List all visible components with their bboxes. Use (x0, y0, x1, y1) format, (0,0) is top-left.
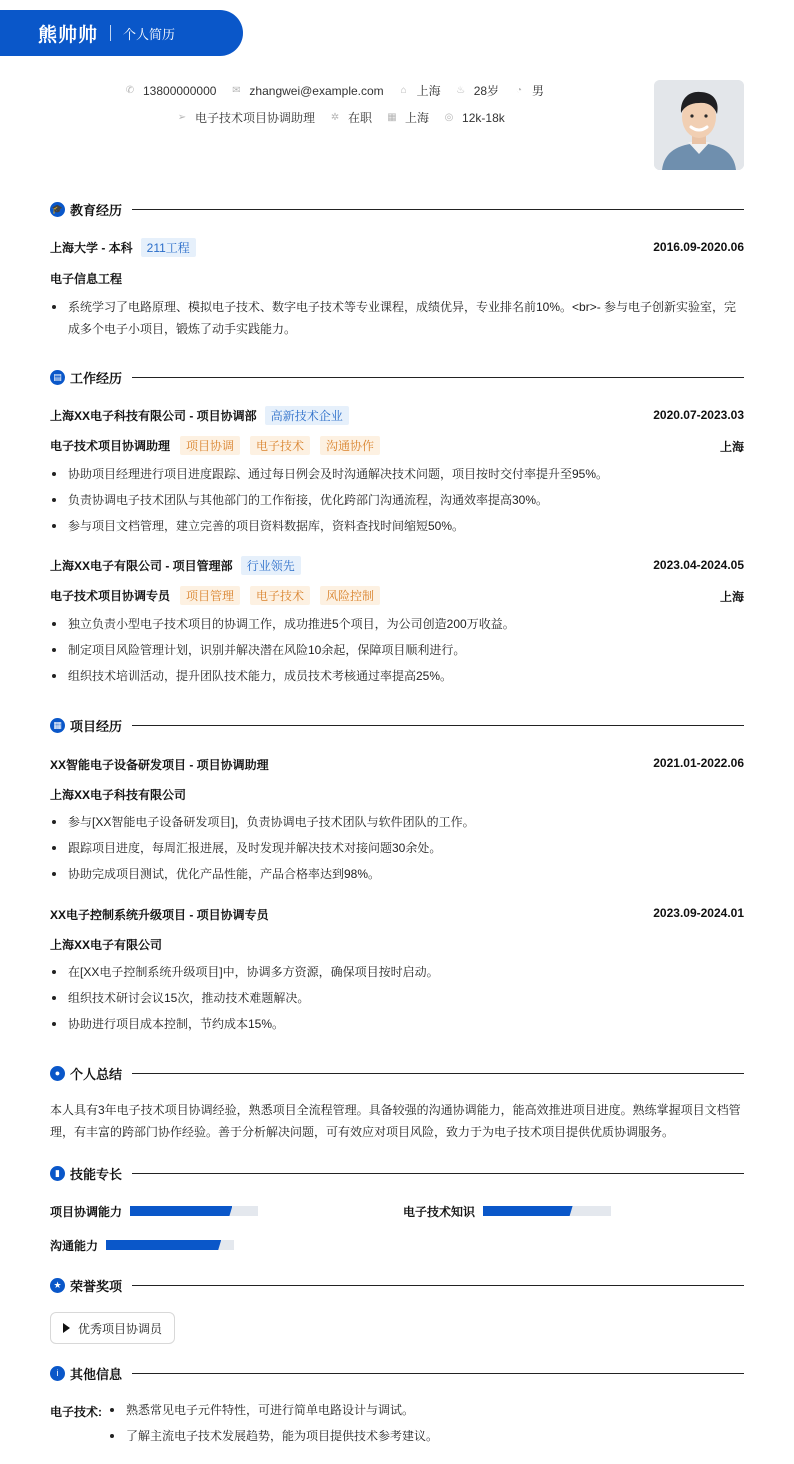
graduation-cap-icon: 🎓 (50, 202, 65, 217)
contact-email (230, 84, 383, 98)
work-role (50, 586, 380, 605)
section-title: 荣誉奖项 (70, 1278, 123, 1294)
work-date: 2023.04-2024.05 (653, 558, 744, 572)
section-divider (132, 209, 744, 210)
section-skills-header (50, 1163, 744, 1183)
avatar (654, 80, 744, 170)
work-city-text: 上海 (405, 111, 430, 125)
section-title: 教育经历 (70, 202, 123, 218)
work-city: 上海 (719, 440, 744, 454)
section-title: 其他信息 (70, 1366, 123, 1382)
skill-bar-track (483, 1206, 611, 1216)
skill-tag: 风险控制 (320, 586, 380, 605)
company-tag: 高新技术企业 (265, 406, 349, 425)
contact-gender (513, 82, 544, 99)
phone-icon: ✆ (125, 85, 135, 96)
skill-bar-fill (130, 1206, 232, 1216)
project-company: 上海XX电子有限公司 (50, 938, 163, 952)
education-school (50, 238, 196, 257)
role-name: 电子技术项目协调助理 (50, 439, 171, 453)
job-text: 电子技术项目协调助理 (195, 111, 316, 125)
gender-text: 男 (532, 84, 545, 98)
project-bullet: 在[XX电子控制系统升级项目]中，协调多方资源，确保项目按时启动。 (50, 961, 744, 983)
play-triangle-icon (63, 1323, 70, 1333)
project-date: 2023.09-2024.01 (653, 906, 744, 920)
contact-age (455, 82, 499, 99)
school-tag: 211工程 (141, 238, 196, 257)
role-name: 电子技术项目协调专员 (50, 589, 171, 603)
project-name: XX智能电子设备研发项目 - 项目协调助理 (50, 758, 269, 772)
section-title: 个人总结 (70, 1066, 123, 1082)
work-bullet: 制定项目风险管理计划，识别并解决潜在风险10余起，保障项目顺利进行。 (50, 639, 744, 661)
skill-bar-track (106, 1240, 234, 1250)
document-title: 个人简历 (123, 26, 176, 42)
contact-work-city (386, 109, 429, 126)
honor-item (50, 1312, 175, 1344)
award-icon: ★ (50, 1278, 65, 1293)
work-city: 上海 (719, 590, 744, 604)
send-icon: ➢ (177, 112, 187, 123)
bar-chart-icon: ▮ (50, 1166, 65, 1181)
contact-row-1 (124, 82, 558, 99)
work-bullet: 负责协调电子技术团队与其他部门的工作衔接，优化跨部门沟通流程，沟通效率提高30%。 (50, 489, 744, 511)
section-summary-header (50, 1063, 744, 1083)
skill-label: 电子技术知识 (403, 1205, 476, 1219)
project-name: XX电子控制系统升级项目 - 项目协调专员 (50, 908, 269, 922)
company-name: 上海XX电子科技有限公司 - 项目协调部 (50, 409, 257, 423)
section-divider (132, 1073, 744, 1074)
section-divider (132, 377, 744, 378)
contact-status (329, 109, 372, 126)
project-bullet: 跟踪项目进度，每周汇报进展，及时发现并解决技术对接问题30余处。 (50, 837, 744, 859)
building-icon: ▦ (387, 112, 397, 123)
project-date: 2021.01-2022.06 (653, 756, 744, 770)
section-work-header (50, 367, 744, 387)
skill-label: 沟通能力 (50, 1239, 99, 1253)
section-title: 工作经历 (70, 370, 123, 386)
work-bullet: 组织技术培训活动，提升团队技术能力，成员技术考核通过率提高25%。 (50, 665, 744, 687)
section-title: 项目经历 (70, 718, 123, 734)
brand-divider (110, 25, 111, 41)
section-divider (132, 1373, 744, 1374)
work-role (50, 436, 380, 455)
project-bullet: 参与[XX智能电子设备研发项目]，负责协调电子技术团队与软件团队的工作。 (50, 811, 744, 833)
education-desc: 系统学习了电路原理、模拟电子技术、数字电子技术等专业课程，成绩优异，专业排名前10%。<br>- 参与电子创新实验室，完成多个电子小项目，锻炼了动手实践能力。 (50, 296, 744, 340)
status-icon: ✲ (330, 112, 340, 123)
skill-tag: 项目管理 (180, 586, 240, 605)
status-text: 在职 (348, 111, 373, 125)
skill-bar-track (130, 1206, 258, 1216)
brand-banner (0, 10, 243, 56)
skill-tag: 电子技术 (250, 436, 310, 455)
skill-bar-fill (106, 1240, 221, 1250)
skill-tag: 沟通协作 (320, 436, 380, 455)
section-other-header (50, 1363, 744, 1383)
skill-tag: 电子技术 (250, 586, 310, 605)
contact-city (398, 82, 441, 99)
skill-label: 项目协调能力 (50, 1205, 123, 1219)
section-divider (132, 1173, 744, 1174)
section-divider (132, 1285, 744, 1286)
other-bullet: 熟悉常见电子元件特性，可进行简单电路设计与调试。 (108, 1399, 744, 1421)
salary-text: 12k-18k (462, 110, 505, 125)
section-honors-header (50, 1275, 744, 1295)
home-icon: ⌂ (400, 85, 407, 96)
contact-row-2 (176, 109, 519, 126)
salary-icon: ◎ (444, 112, 454, 123)
email-text: zhangwei@example.com (249, 83, 384, 98)
candidate-name: 熊帅帅 (38, 24, 99, 46)
section-education-header (50, 199, 744, 219)
education-major: 电子信息工程 (50, 272, 123, 286)
project-bullet: 组织技术研讨会议15次，推动技术难题解决。 (50, 987, 744, 1009)
skill-tag: 项目协调 (180, 436, 240, 455)
project-bullet: 协助完成项目测试，优化产品性能，产品合格率达到98%。 (50, 863, 744, 885)
briefcase-icon: ▤ (50, 370, 65, 385)
work-bullet: 协助项目经理进行项目进度跟踪、通过每日例会及时沟通解决技术问题，项目按时交付率提升至95%。 (50, 463, 744, 485)
other-label: 电子技术: (50, 1405, 102, 1419)
age-text: 28岁 (473, 84, 500, 98)
other-bullet: 了解主流电子技术发展趋势，能为项目提供技术参考建议。 (108, 1425, 744, 1447)
work-date: 2020.07-2023.03 (653, 408, 744, 422)
mail-icon: ✉ (232, 85, 241, 96)
company-tag: 行业领先 (241, 556, 301, 575)
company-name: 上海XX电子有限公司 - 项目管理部 (50, 559, 233, 573)
section-projects-header (50, 715, 744, 735)
skill-bar-fill (483, 1206, 573, 1216)
work-company (50, 406, 349, 425)
project-bullet: 协助进行项目成本控制，节约成本15%。 (50, 1013, 744, 1035)
section-title: 技能专长 (70, 1166, 123, 1182)
honor-text: 优秀项目协调员 (78, 1321, 163, 1336)
summary-text: 本人具有3年电子技术项目协调经验，熟悉项目全流程管理。具备较强的沟通协调能力，能高效推进项目进度。熟练掌握项目文档管理，有丰富的跨部门协作经验。善于分析解决问题，可有效应对项目风险，致力于为电子技术项目提供优质协调服务。 (50, 1103, 741, 1139)
avatar-portrait (654, 80, 744, 170)
contact-job (176, 109, 315, 126)
user-icon: ● (50, 1066, 65, 1081)
gender-icon: ◔ (516, 85, 523, 96)
phone-text: 13800000000 (143, 83, 217, 98)
contact-phone (124, 84, 216, 98)
school-name: 上海大学 - 本科 (50, 241, 133, 255)
work-company (50, 556, 301, 575)
grid-icon: ▦ (50, 718, 65, 733)
cake-icon: ♨ (456, 85, 466, 96)
project-company: 上海XX电子科技有限公司 (50, 788, 187, 802)
info-icon: i (50, 1366, 65, 1381)
work-bullet: 参与项目文档管理，建立完善的项目资料数据库，资料查找时间缩短50%。 (50, 515, 744, 537)
section-divider (132, 725, 744, 726)
education-date: 2016.09-2020.06 (653, 240, 744, 254)
city-text: 上海 (416, 84, 441, 98)
contact-salary (443, 111, 505, 125)
work-bullet: 独立负责小型电子技术项目的协调工作，成功推进5个项目，为公司创造200万收益。 (50, 613, 744, 635)
